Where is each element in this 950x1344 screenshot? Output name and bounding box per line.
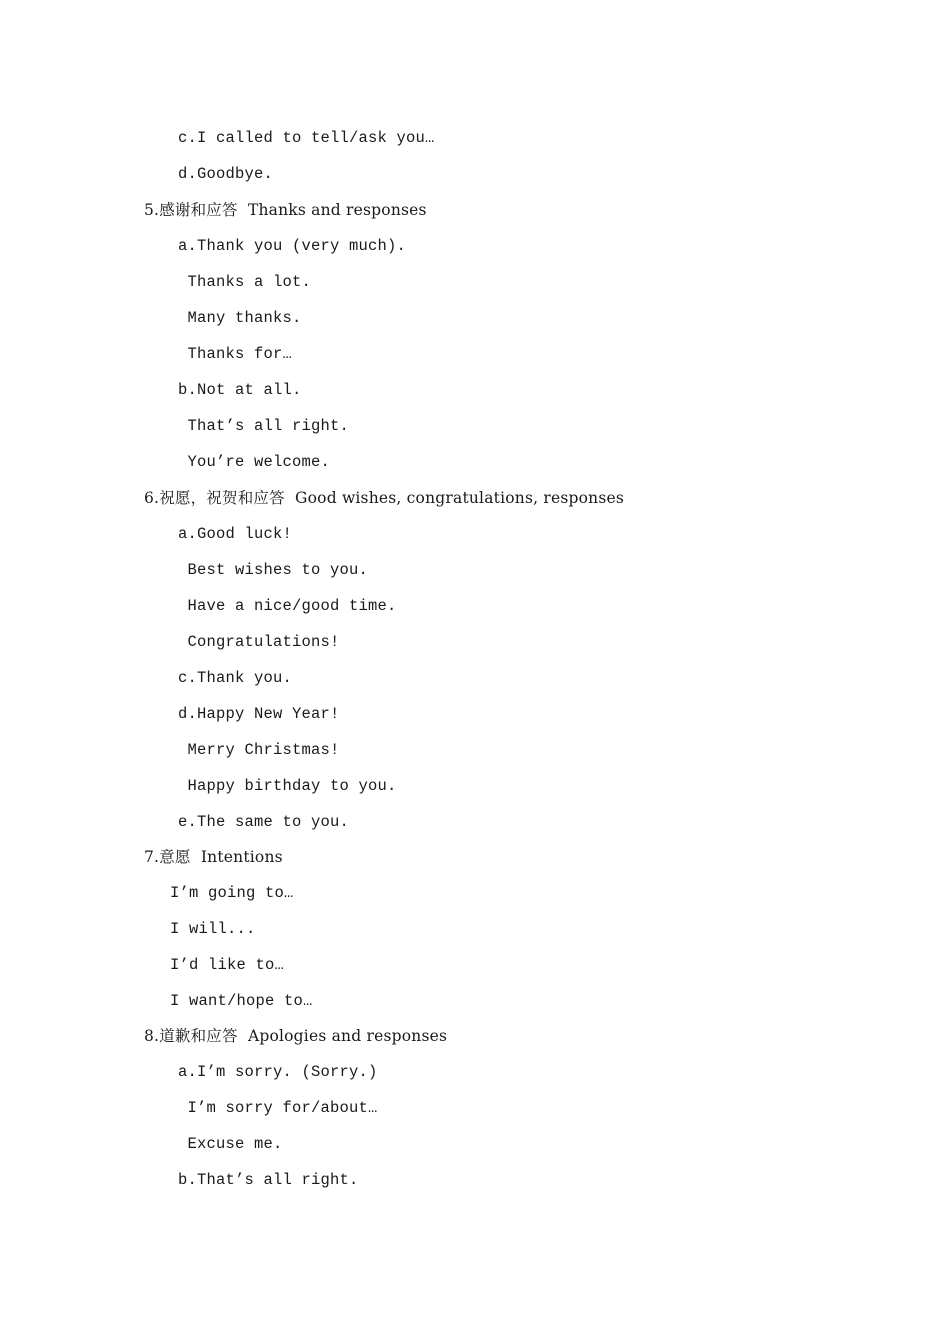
phrase-line: d.Happy New Year! bbox=[178, 705, 340, 723]
phrase-line: Excuse me. bbox=[178, 1135, 283, 1153]
phrase-line: a.Thank you (very much). bbox=[178, 237, 407, 255]
phrase-line: a.I’m sorry. (Sorry.) bbox=[178, 1063, 378, 1081]
phrase-line: b.That’s all right. bbox=[178, 1171, 359, 1189]
phrase-line: a.Good luck! bbox=[178, 525, 293, 543]
phrase-line: You’re welcome. bbox=[178, 453, 331, 471]
phrase-line: c.I called to tell/ask you… bbox=[178, 129, 435, 147]
phrase-line: Congratulations! bbox=[178, 633, 340, 651]
phrase-line: c.Thank you. bbox=[178, 669, 293, 687]
phrase-line: Best wishes to you. bbox=[178, 561, 369, 579]
phrase-line: That’s all right. bbox=[178, 417, 350, 435]
phrase-line: I’m going to… bbox=[170, 884, 294, 902]
phrase-line: Happy birthday to you. bbox=[178, 777, 397, 795]
phrase-line: d.Goodbye. bbox=[178, 165, 274, 183]
phrase-line: Merry Christmas! bbox=[178, 741, 340, 759]
section-heading-good-wishes: 6.祝愿，祝贺和应答 Good wishes, congratulations, responses bbox=[144, 489, 625, 507]
phrase-line: Many thanks. bbox=[178, 309, 302, 327]
phrase-line: I’m sorry for/about… bbox=[178, 1099, 378, 1117]
section-heading-intentions: 7.意愿 Intentions bbox=[144, 848, 283, 866]
phrase-line: e.The same to you. bbox=[178, 813, 350, 831]
phrase-line: Have a nice/good time. bbox=[178, 597, 397, 615]
section-heading-thanks: 5.感谢和应答 Thanks and responses bbox=[144, 201, 427, 219]
phrase-line: I’d like to… bbox=[170, 956, 285, 974]
phrase-line: b.Not at all. bbox=[178, 381, 302, 399]
phrase-line: Thanks a lot. bbox=[178, 273, 312, 291]
section-heading-apologies: 8.道歉和应答 Apologies and responses bbox=[144, 1027, 448, 1045]
phrase-line: I want/hope to… bbox=[170, 992, 313, 1010]
phrase-line: Thanks for… bbox=[178, 345, 293, 363]
phrase-line: I will... bbox=[170, 920, 256, 938]
